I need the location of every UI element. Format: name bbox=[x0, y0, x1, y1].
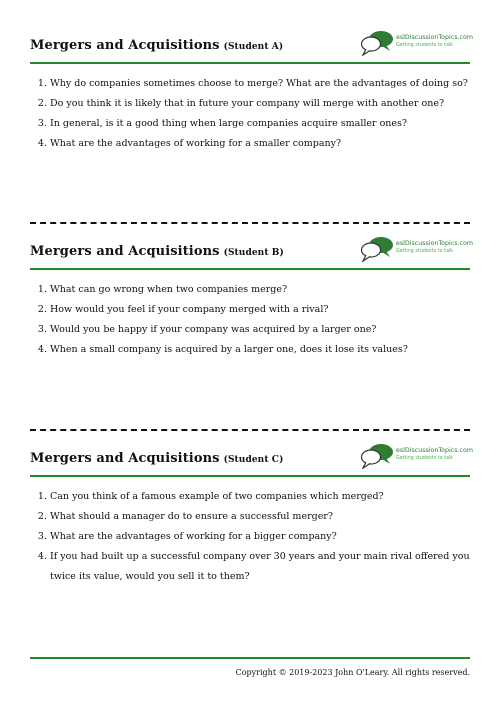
question-item: 4. What are the advantages of working for a smaller company? bbox=[50, 134, 470, 154]
speech-bubbles-icon bbox=[360, 443, 394, 469]
title-text: Mergers and Acquisitions bbox=[30, 38, 220, 53]
section-student-c bbox=[30, 443, 473, 587]
logo-tagline: Getting students to talk bbox=[396, 43, 454, 48]
green-divider bbox=[30, 475, 470, 477]
logo-brand: eslDiscussionTopics.com bbox=[396, 240, 473, 247]
logo-tagline: Getting students to talk bbox=[396, 249, 454, 254]
question-item: 4. If you had built up a successful company over 30 years and your main rival offered you twice its value, would you sell it to them? bbox=[50, 547, 470, 587]
question-item: 3. What are the advantages of working for a bigger company? bbox=[50, 527, 470, 547]
question-list bbox=[30, 280, 470, 360]
copyright-notice: Copyright © 2019-2023 John O'Leary. All rights reserved. bbox=[235, 668, 470, 677]
section-title bbox=[30, 244, 284, 259]
section-header bbox=[30, 443, 473, 475]
section-title bbox=[30, 38, 283, 53]
question-item: 2. What should a manager do to ensure a successful merger? bbox=[50, 507, 470, 527]
green-divider bbox=[30, 268, 470, 270]
section-student-a bbox=[30, 30, 473, 154]
cut-line bbox=[30, 429, 470, 431]
site-logo bbox=[360, 443, 473, 471]
question-item: 2. Do you think it is likely that in future your company will merge with another one? bbox=[50, 94, 470, 114]
site-logo bbox=[360, 236, 473, 264]
question-item: 2. How would you feel if your company merged with a rival? bbox=[50, 300, 470, 320]
question-list bbox=[30, 487, 470, 587]
site-logo bbox=[360, 30, 473, 58]
student-label: (Student C) bbox=[223, 455, 284, 465]
footer-divider bbox=[30, 657, 470, 659]
section-title bbox=[30, 451, 283, 466]
student-label: (Student A) bbox=[223, 42, 284, 52]
question-item: 3. Would you be happy if your company was acquired by a larger one? bbox=[50, 320, 470, 340]
speech-bubbles-icon bbox=[360, 30, 394, 56]
logo-brand: eslDiscussionTopics.com bbox=[396, 447, 473, 454]
green-divider bbox=[30, 62, 470, 64]
cut-line bbox=[30, 222, 470, 224]
title-text: Mergers and Acquisitions bbox=[30, 451, 220, 466]
speech-bubbles-icon bbox=[360, 236, 394, 262]
question-list bbox=[30, 74, 470, 154]
section-student-b bbox=[30, 236, 473, 360]
question-item: 1. Can you think of a famous example of two companies which merged? bbox=[50, 487, 470, 507]
logo-brand: eslDiscussionTopics.com bbox=[396, 34, 473, 41]
logo-tagline: Getting students to talk bbox=[396, 456, 454, 461]
question-item: 4. When a small company is acquired by a larger one, does it lose its values? bbox=[50, 340, 470, 360]
section-header bbox=[30, 30, 473, 62]
question-item: 1. What can go wrong when two companies merge? bbox=[50, 280, 470, 300]
question-item: 1. Why do companies sometimes choose to merge? What are the advantages of doing so? bbox=[50, 74, 470, 94]
student-label: (Student B) bbox=[223, 248, 284, 258]
question-item: 3. In general, is it a good thing when large companies acquire smaller ones? bbox=[50, 114, 470, 134]
section-header bbox=[30, 236, 473, 268]
title-text: Mergers and Acquisitions bbox=[30, 244, 220, 259]
